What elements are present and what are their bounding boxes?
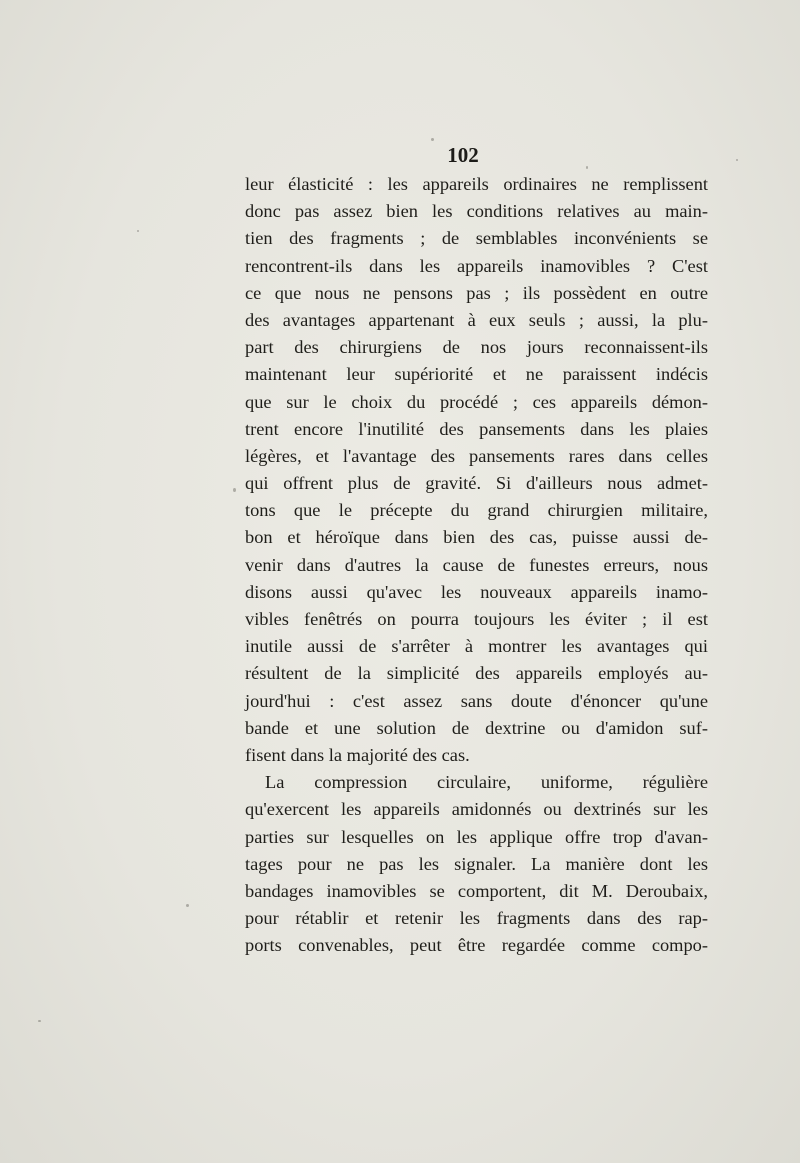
text-line: venir dans d'autres la cause de funestes erreurs, nous	[245, 554, 708, 575]
text-line: tien des fragments ; de semblables inconvénients se	[245, 228, 708, 249]
text-line: résultent de la simplicité des appareils employés au-	[245, 663, 708, 684]
text-line: disons aussi qu'avec les nouveaux appareils inamo-	[245, 581, 708, 602]
text-line: La compression circulaire, uniforme, régulière	[265, 772, 708, 793]
text-line: leur élasticité : les appareils ordinaires ne remplissent	[245, 174, 708, 194]
text-line: bon et héroïque dans bien des cas, puisse aussi de-	[245, 527, 708, 548]
paper-speck	[431, 138, 434, 141]
text-line: qui offrent plus de gravité. Si d'ailleurs nous admet-	[245, 473, 708, 494]
paper-speck	[186, 904, 189, 907]
paper-speck	[233, 488, 236, 492]
text-line: fisent dans la majorité des cas.	[245, 744, 470, 765]
paper-speck	[137, 230, 139, 232]
paragraph	[245, 171, 708, 769]
text-line: trent encore l'inutilité des pansements dans les plaies	[245, 418, 708, 439]
text-line: bande et une solution de dextrine ou d'amidon suf-	[245, 717, 708, 738]
body-text	[245, 171, 708, 959]
text-line: jourd'hui : c'est assez sans doute d'énoncer qu'une	[245, 690, 708, 711]
page-number: 102	[447, 143, 479, 167]
text-line: tages pour ne pas les signaler. La manière dont les	[245, 853, 708, 874]
text-line: vibles fenêtrés on pourra toujours les éviter ; il est	[245, 609, 708, 629]
text-line: tons que le précepte du grand chirurgien militaire,	[245, 500, 708, 521]
text-line: pour rétablir et retenir les fragments dans des rap-	[245, 908, 708, 929]
text-line: inutile aussi de s'arrêter à montrer les avantages qui	[245, 636, 708, 657]
text-line: bandages inamovibles se comportent, dit M. Deroubaix,	[245, 880, 708, 901]
text-line: que sur le choix du procédé ; ces appareils démon-	[245, 391, 708, 412]
text-line: part des chirurgiens de nos jours reconnaissent-ils	[245, 337, 708, 358]
text-line: légères, et l'avantage des pansements rares dans celles	[245, 445, 708, 466]
text-line: qu'exercent les appareils amidonnés ou dextrinés sur les	[245, 799, 708, 820]
text-line: des avantages appartenant à eux seuls ; aussi, la plu-	[245, 309, 708, 330]
text-line: maintenant leur supériorité et ne paraissent indécis	[245, 364, 708, 385]
text-line: rencontrent-ils dans les appareils inamovibles ? C'est	[245, 255, 708, 276]
text-line: parties sur lesquelles on les applique offre trop d'avan-	[245, 826, 708, 847]
paper-speck	[38, 1020, 41, 1022]
paragraph	[245, 769, 708, 959]
text-line: donc pas assez bien les conditions relatives au main-	[245, 201, 708, 222]
text-line: ports convenables, peut être regardée comme compo-	[245, 935, 708, 956]
text-line: ce que nous ne pensons pas ; ils possèdent en outre	[245, 282, 708, 303]
